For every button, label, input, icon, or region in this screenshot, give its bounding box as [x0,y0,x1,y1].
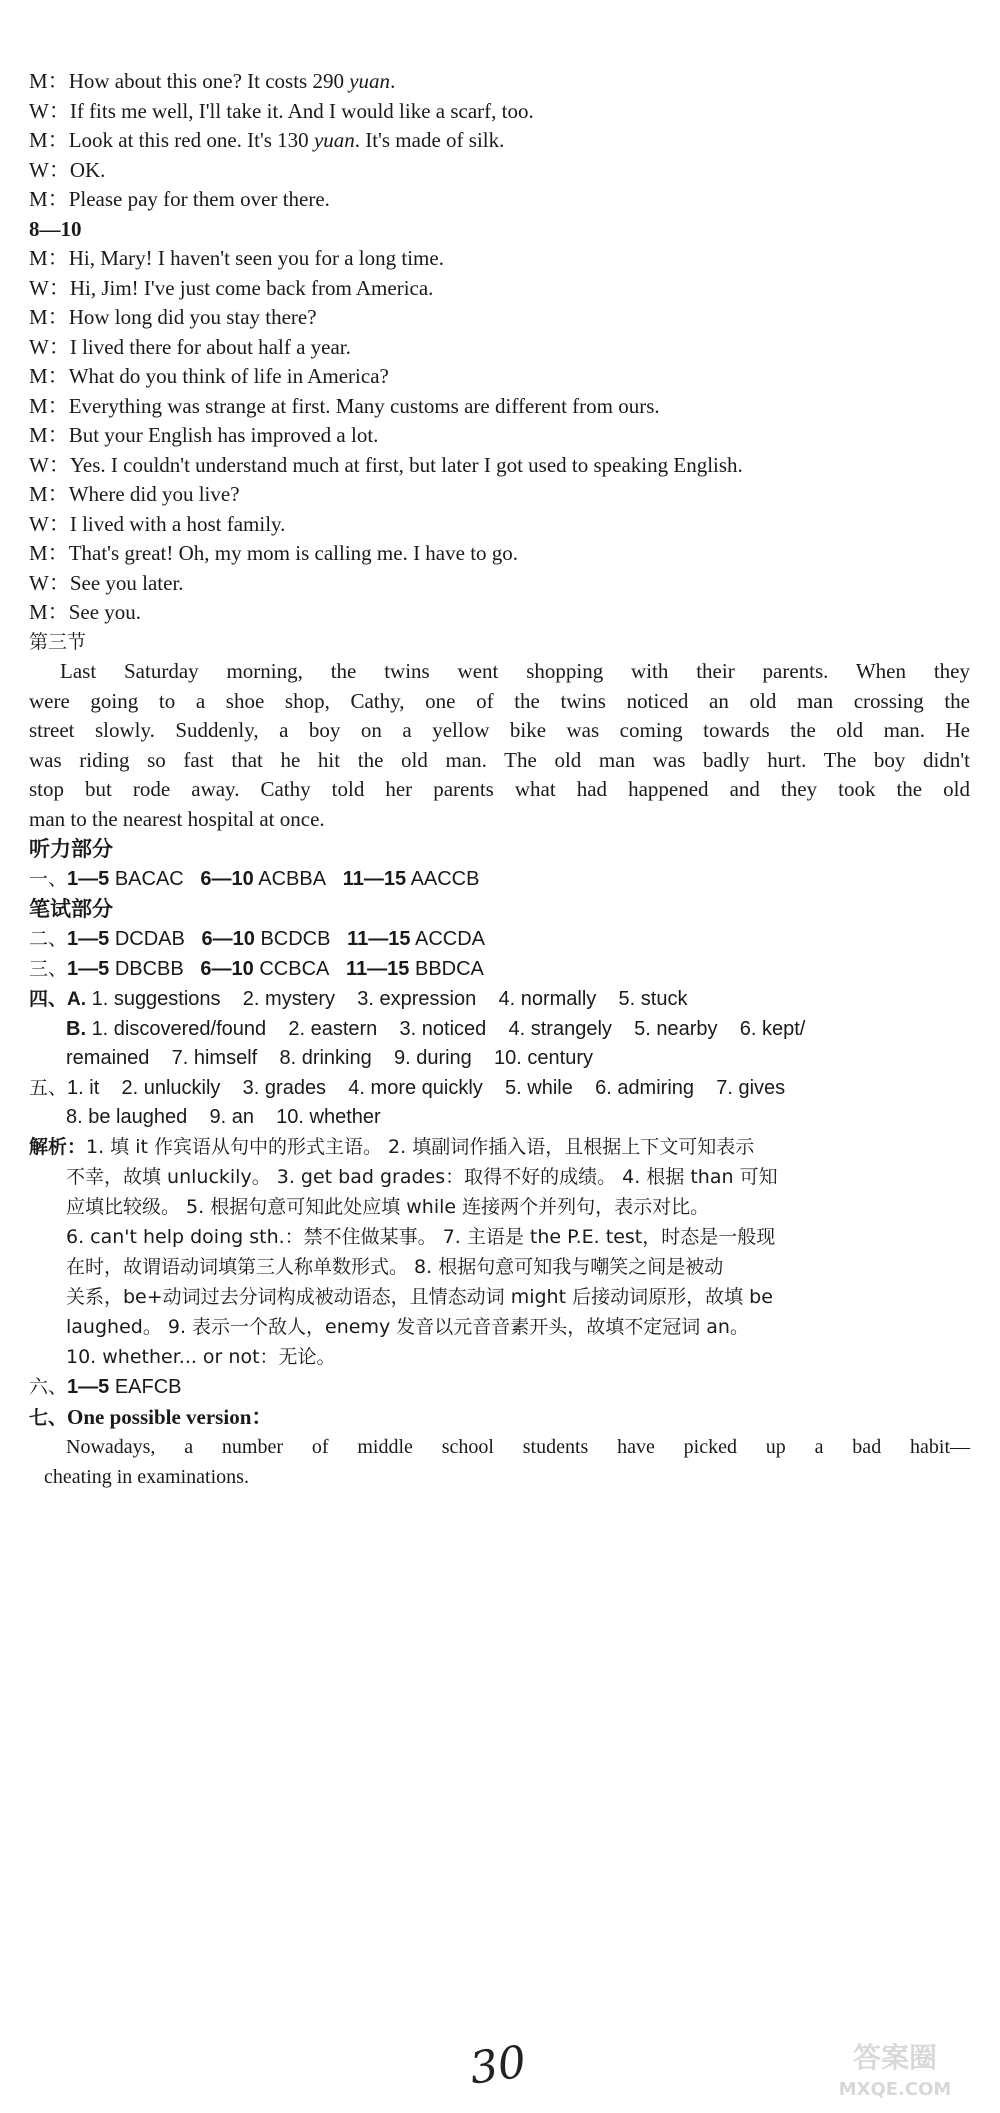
watermark-bottom: MXQE.COM [838,2079,952,2100]
dialogue-line: M：Where did you live? [29,482,240,506]
dialogue-line: W：Yes. I couldn't understand much at first, but later I got used to speaking English. [29,453,743,477]
speaker: M： [29,69,69,93]
analysis-line: 在时，故谓语动词填第三人称单数形式。 8. 根据句意可知我与嘲笑之间是被动 [66,1256,724,1278]
analysis-label: 解析： [29,1136,87,1158]
answer-row: remained 7. himself 8. drinking 9. during 10. century [66,1047,593,1069]
dialogue-line: M：See you. [29,600,142,624]
speaker: M： [29,128,69,152]
answer-row: 四、A. 1. suggestions 2. mystery 3. expression 4. normally 5. stuck [29,988,688,1010]
analysis-line: 应填比较级。 5. 根据句意可知此处应填 while 连接两个并列句，表示对比。 [66,1196,710,1218]
written-title: 笔试部分 [29,897,113,921]
dialogue-line: W：I lived there for about half a year. [29,335,351,359]
answer-row: 8. be laughed 9. an 10. whether [66,1106,381,1128]
dialogue-line: M：But your English has improved a lot. [29,423,379,447]
answer-row: 三、1—5 DBCBB 6—10 CCBCA 11—15 BBDCA [29,958,484,980]
dialogue-line: W：See you later. [29,571,184,595]
speaker: W： [29,158,70,182]
dialogue-line: M：That's great! Oh, my mom is calling me. I have to go. [29,541,519,565]
listening-title: 听力部分 [29,837,113,861]
dialogue-line: M：How about this one? It costs 290 yuan. [29,69,396,93]
dialogue-line: W：If fits me well, I'll take it. And I would like a scarf, too. [29,99,534,123]
page-number: 30 [466,2036,530,2095]
analysis-line: 6. can't help doing sth.：禁不住做某事。 7. 主语是 the P.E. test，时态是一般现 [66,1226,776,1248]
essay-line: cheating in examinations. [44,1466,249,1488]
dialogue-line: M：Look at this red one. It's 130 yuan. It's made of silk. [29,128,505,152]
dialogue-line: M：How long did you stay there? [29,305,317,329]
answer-row: 七、One possible version： [29,1405,273,1429]
analysis-line: 10. whether... or not：无论。 [66,1346,336,1368]
passage-line: was riding so fast that he hit the old man. The old man was badly hurt. The boy didn't [29,748,970,772]
answer-row: 五、1. it 2. unluckily 3. grades 4. more quickly 5. while 6. admiring 7. gives [29,1077,786,1099]
watermark-top: 答案圈 [852,2041,938,2074]
dialogue-line: W：Hi, Jim! I've just come back from America. [29,276,434,300]
analysis-line: 关系，be+动词过去分词构成被动语态，且情态动词 might 后接动词原形，故填 be [66,1286,773,1308]
analysis-line: 解析：1. 填 it 作宾语从句中的形式主语。 2. 填副词作插入语，且根据上下文可知表示 [29,1136,755,1158]
speaker: M： [29,187,69,211]
answer-row: B. 1. discovered/found 2. eastern 3. noticed 4. strangely 5. nearby 6. kept/ [66,1018,806,1040]
section-title: 第三节 [29,631,87,653]
passage-line: man to the nearest hospital at once. [29,807,325,831]
dialogue-line: M：Please pay for them over there. [29,187,330,211]
dialogue-line: M：What do you think of life in America? [29,364,389,388]
analysis-line: laughed。 9. 表示一个敌人，enemy 发音以元音音素开头，故填不定冠词 an。 [66,1316,749,1338]
dialogue-line: M：Hi, Mary! I haven't seen you for a long time. [29,246,444,270]
answer-row: 一、1—5 BACAC 6—10 ACBBA 11—15 AACCB [29,868,480,890]
speaker: W： [29,99,70,123]
dialogue-line: W：I lived with a host family. [29,512,286,536]
section-heading: 8—10 [29,217,82,241]
watermark-logo [820,2033,970,2103]
passage-line: stop but rode away. Cathy told her parents what had happened and they took the old [29,777,970,801]
passage-line: street slowly. Suddenly, a boy on a yellow bike was coming towards the old man. He [29,718,970,742]
dialogue-line: M：Everything was strange at first. Many customs are different from ours. [29,394,660,418]
dialogue-line: W：OK. [29,158,106,182]
answer-row: 二、1—5 DCDAB 6—10 BCDCB 11—15 ACCDA [29,928,485,950]
answer-row: 六、1—5 EAFCB [29,1376,182,1398]
passage-line: Last Saturday morning, the twins went shopping with their parents. When they [60,659,970,683]
analysis-line: 不幸，故填 unluckily。 3. get bad grades：取得不好的成绩。 4. 根据 than 可知 [66,1166,778,1188]
essay-line: Nowadays, a number of middle school students have picked up a bad habit— [66,1436,970,1458]
passage-line: were going to a shoe shop, Cathy, one of the twins noticed an old man crossing the [29,689,970,713]
